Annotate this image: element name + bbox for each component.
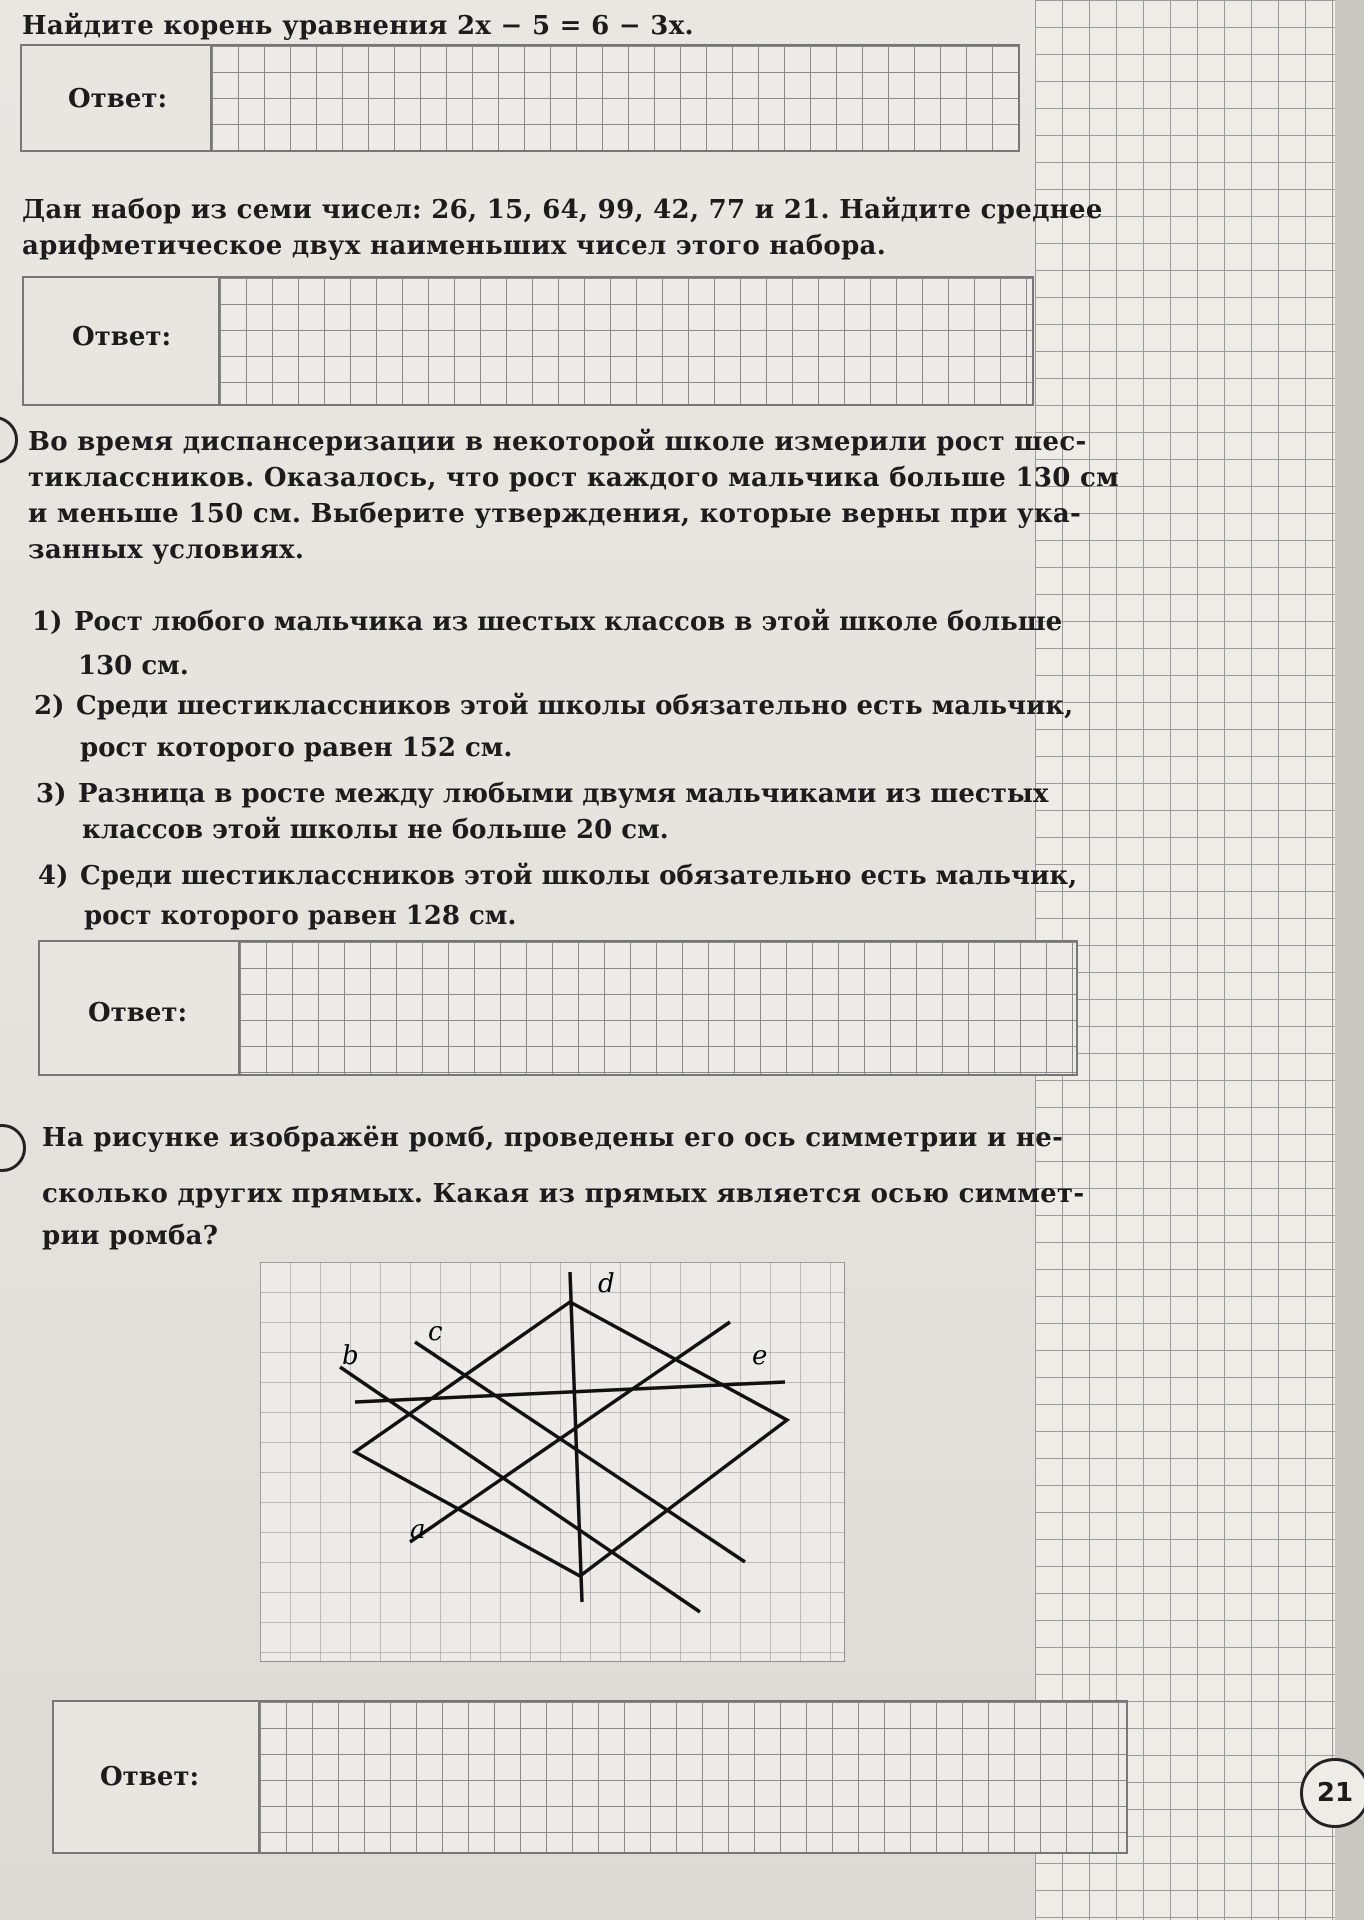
label-e: e <box>752 1341 768 1371</box>
task3-option-2 <box>34 688 1073 724</box>
task3-answer-field[interactable] <box>238 942 1076 1074</box>
task2-question-line1: Дан набор из семи чисел: 26, 15, 64, 99, 42, 77 и 21. Найдите среднее <box>22 195 1103 225</box>
option-number: 2) <box>34 691 65 721</box>
task3-number-circle <box>0 416 18 464</box>
task2-question-line2: арифметическое двух наименьших чисел этого набора. <box>22 231 887 261</box>
task3-question-line3: и меньше 150 см. Выберите утверждения, которые верны при ука- <box>28 499 1082 529</box>
task4-question-line1: На рисунке изображён ромб, проведены его ось симметрии и не- <box>42 1123 1064 1153</box>
task4-answer-field[interactable] <box>258 1702 1126 1852</box>
task3-option-3-line2: классов этой школы не больше 20 см. <box>82 815 669 845</box>
task2-answer-field[interactable] <box>218 278 1032 404</box>
label-d: d <box>598 1269 615 1299</box>
option-number: 1) <box>32 607 63 637</box>
rhombus-figure <box>260 1262 845 1662</box>
task3-answer-label: Ответ: <box>88 998 188 1028</box>
task3-question-line2: тиклассников. Оказалось, что рост каждого мальчика больше 130 см <box>28 463 1120 493</box>
task1-answer-field[interactable] <box>210 46 1018 150</box>
page-number: 21 <box>1300 1758 1364 1828</box>
option-text: Среди шестиклассников этой школы обязательно есть мальчик, <box>80 861 1078 891</box>
label-c: c <box>428 1317 443 1347</box>
option-number: 3) <box>36 779 67 809</box>
task1-answer-label: Ответ: <box>68 84 168 114</box>
task3-option-4-line2: рост которого равен 128 см. <box>84 901 517 931</box>
option-number: 4) <box>38 861 69 891</box>
task3-option-3 <box>36 776 1048 812</box>
task1-answer-box <box>20 44 1020 152</box>
option-text: Рост любого мальчика из шестых классов в этой школе больше <box>74 607 1063 637</box>
task4-answer-label: Ответ: <box>100 1762 200 1792</box>
task3-option-1-line2: 130 см. <box>78 651 189 681</box>
task4-answer-box <box>52 1700 1128 1854</box>
task4-question-line3: рии ромба? <box>42 1221 219 1251</box>
task4-question-line2: сколько других прямых. Какая из прямых является осью симмет- <box>42 1179 1085 1209</box>
task3-option-2-line2: рост которого равен 152 см. <box>80 733 513 763</box>
label-b: b <box>342 1341 359 1371</box>
task4-number-circle <box>0 1124 26 1172</box>
label-a: a <box>410 1515 426 1545</box>
task3-question-line4: занных условиях. <box>28 535 305 565</box>
task3-option-1 <box>32 604 1062 640</box>
task2-answer-box <box>22 276 1034 406</box>
option-text: Разница в росте между любыми двумя мальчиками из шестых <box>78 779 1049 809</box>
option-text: Среди шестиклассников этой школы обязательно есть мальчик, <box>76 691 1074 721</box>
task2-answer-label: Ответ: <box>72 322 172 352</box>
page-edge <box>1335 0 1364 1920</box>
margin-grid <box>1035 0 1335 1920</box>
figure-grid-cells <box>260 1262 845 1662</box>
task1-question: Найдите корень уравнения 2x − 5 = 6 − 3x. <box>22 11 694 41</box>
task3-answer-box <box>38 940 1078 1076</box>
task3-option-4 <box>38 858 1077 894</box>
task3-question-line1: Во время диспансеризации в некоторой школе измерили рост шес- <box>28 427 1087 457</box>
